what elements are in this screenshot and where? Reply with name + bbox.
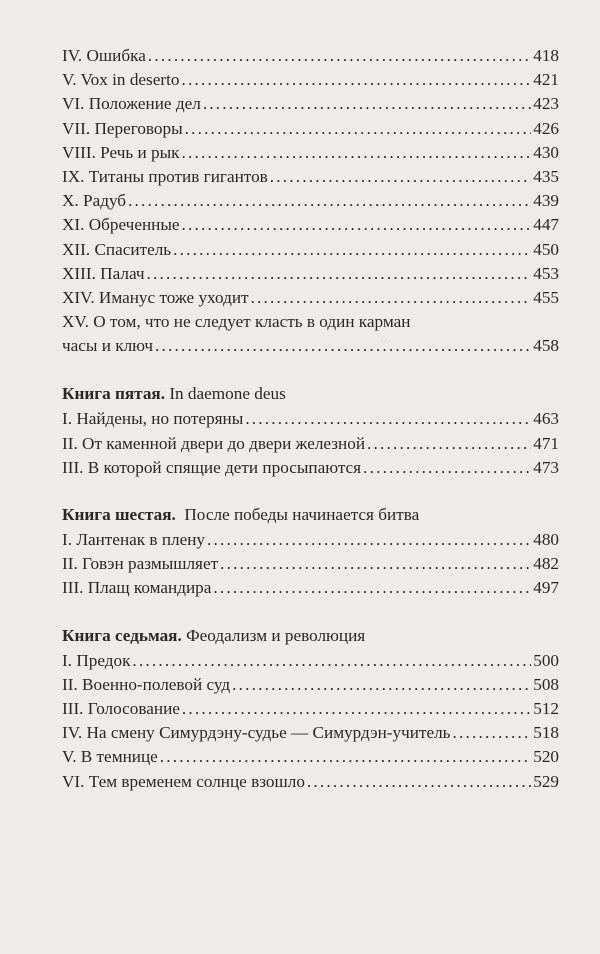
toc-entry[interactable]: I. Лантенак в плену ..... 480	[62, 528, 559, 552]
page-number: 439	[533, 191, 559, 211]
dot-leader	[181, 141, 531, 165]
book-heading: Книга шестая. После победы начинается битва	[62, 505, 420, 524]
page-number: 500	[533, 650, 559, 670]
section-book-seven	[62, 623, 559, 794]
toc-entry[interactable]: III. Голосование ..... 512	[62, 697, 559, 721]
toc-entry[interactable]: XI. Обреченные ..... 447	[62, 213, 559, 237]
dot-leader	[155, 334, 531, 358]
dot-leader	[251, 286, 532, 310]
toc-entry[interactable]: V. Vox in deserto ..... 421	[62, 68, 559, 92]
dot-leader	[232, 673, 531, 697]
section-book-five	[62, 381, 559, 480]
dot-leader	[148, 44, 531, 68]
table-of-contents	[62, 44, 559, 794]
toc-entry[interactable]: VIII. Речь и рык ..... 430	[62, 141, 559, 165]
bleed-through: ...	[380, 330, 392, 346]
section-continued	[62, 44, 559, 358]
dot-leader	[220, 552, 531, 576]
page-number: 453	[533, 263, 559, 283]
section-book-six	[62, 502, 559, 601]
dot-leader	[132, 649, 531, 673]
toc-entry[interactable]: X. Радуб ..... 439	[62, 189, 559, 213]
dot-leader	[245, 407, 531, 431]
book-heading: Книга седьмая. Феодализм и революция	[62, 625, 366, 645]
page-number: 518	[533, 723, 559, 743]
dot-leader	[182, 697, 531, 721]
page-number: 421	[533, 70, 559, 90]
toc-entry[interactable]: VI. Тем временем солнце взошло ..... 529	[62, 770, 559, 794]
toc-entry[interactable]: V. В темнице ..... 520	[62, 745, 559, 769]
page-number: 520	[533, 747, 559, 767]
dot-leader	[270, 165, 531, 189]
page-number: 458	[533, 336, 559, 356]
toc-entry[interactable]: VI. Положение дел ..... 423	[62, 92, 559, 116]
page-number: 430	[533, 142, 559, 162]
toc-entry[interactable]: XV. О том, что не следует класть в один карман	[62, 312, 411, 332]
page-number: 529	[533, 771, 559, 791]
dot-leader	[207, 528, 531, 552]
dot-leader	[128, 189, 531, 213]
toc-entry[interactable]: III. В которой спящие дети просыпаются ..... 473	[62, 456, 559, 480]
dot-leader	[213, 576, 531, 600]
toc-entry[interactable]: IV. На смену Симурдэну-судье — Симурдэн-учитель ..... 518	[62, 721, 559, 745]
toc-entry[interactable]: I. Предок ..... 500	[62, 649, 559, 673]
toc-entry-continuation[interactable]: часы и ключ ..... 458	[62, 334, 559, 358]
toc-entry[interactable]: XIV. Иманус тоже уходит ..... 455	[62, 286, 559, 310]
dot-leader	[363, 456, 531, 480]
page-number: 455	[533, 287, 559, 307]
toc-entry[interactable]: XII. Спаситель ..... 450	[62, 238, 559, 262]
page-number: 435	[533, 166, 559, 186]
page-number: 447	[533, 215, 559, 235]
dot-leader	[185, 117, 532, 141]
page-number: 463	[533, 409, 559, 429]
dot-leader	[147, 262, 532, 286]
page-number: 471	[533, 433, 559, 453]
page-number: 480	[533, 530, 559, 549]
toc-entry[interactable]: IX. Титаны против гигантов ..... 435	[62, 165, 559, 189]
toc-entry[interactable]: VII. Переговоры ..... 426	[62, 117, 559, 141]
dot-leader	[160, 745, 531, 769]
dot-leader	[367, 432, 531, 456]
page-number: 512	[533, 698, 559, 718]
dot-leader	[307, 770, 531, 794]
dot-leader	[182, 213, 532, 237]
toc-entry[interactable]: II. Военно-полевой суд ..... 508	[62, 673, 559, 697]
page-number: 418	[533, 46, 559, 65]
page-number: 482	[533, 554, 559, 574]
toc-entry[interactable]: III. Плащ командира ..... 497	[62, 576, 559, 600]
toc-entry[interactable]: IV. Ошибка ..... 418	[62, 44, 559, 68]
toc-entry[interactable]: II. От каменной двери до двери железной ..... 471	[62, 432, 559, 456]
page-number: 473	[533, 457, 559, 477]
page-number: 508	[533, 674, 559, 694]
book-heading: Книга пятая. In daemone deus	[62, 384, 286, 404]
dot-leader	[173, 238, 531, 262]
page-number: 426	[533, 118, 559, 138]
page-number: 423	[533, 94, 559, 114]
page-number: 450	[533, 239, 559, 259]
toc-entry[interactable]: I. Найдены, но потеряны ..... 463	[62, 407, 559, 431]
page-number: 497	[533, 578, 559, 598]
toc-entry[interactable]: XIII. Палач ..... 453	[62, 262, 559, 286]
dot-leader	[453, 721, 532, 745]
dot-leader	[203, 92, 531, 116]
toc-entry[interactable]: II. Говэн размышляет ..... 482	[62, 552, 559, 576]
dot-leader	[181, 68, 531, 92]
